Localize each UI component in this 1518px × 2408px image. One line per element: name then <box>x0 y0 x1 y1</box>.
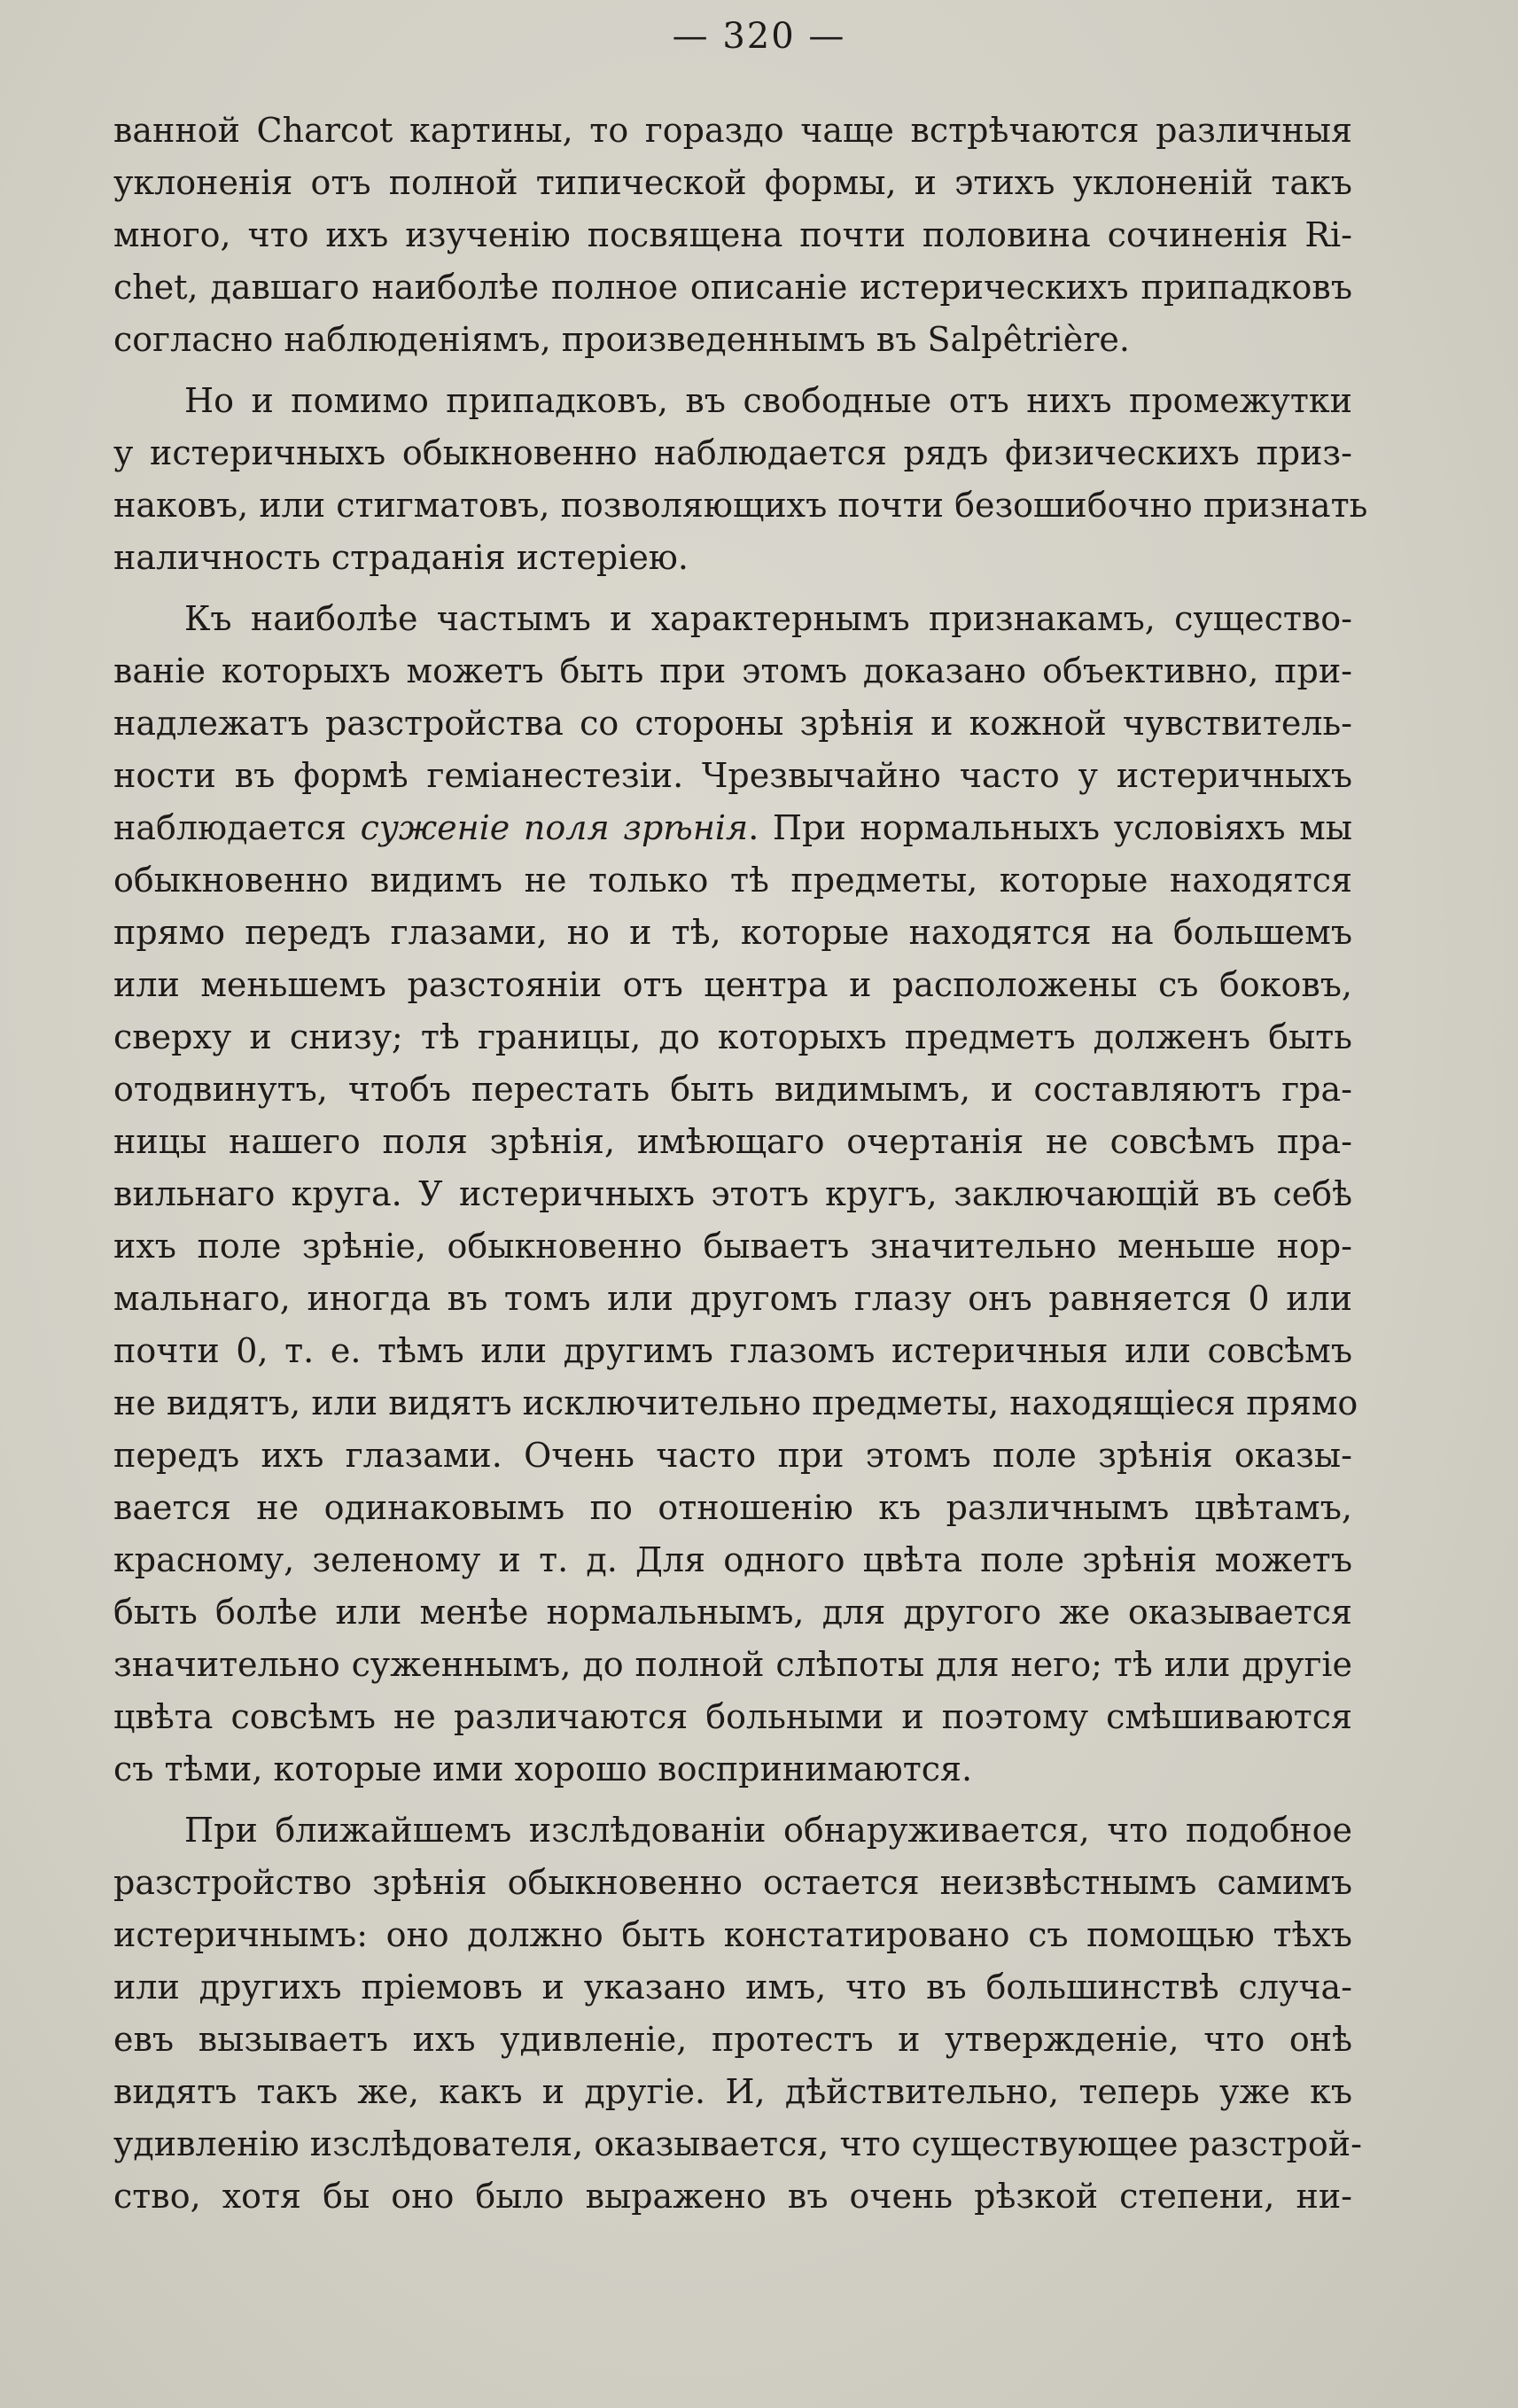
text-line: уклоненія отъ полной типической формы, и этихъ уклоненій такъ <box>113 163 1352 202</box>
text-line: значительно суженнымъ, до полной слѣпоты для него; тѣ или другіе <box>113 1645 1352 1684</box>
text-line: разстройство зрѣнія обыкновенно остается неизвѣстнымъ самимъ <box>113 1863 1352 1902</box>
text-line: цвѣта совсѣмъ не различаются больными и поэтому смѣшиваются <box>113 1697 1352 1736</box>
text-line: съ тѣми, которые ими хорошо воспринимаются. <box>113 1750 973 1788</box>
text-line: ихъ поле зрѣніе, обыкновенно бываетъ значительно меньше нор- <box>113 1227 1352 1266</box>
text-line: передъ ихъ глазами. Очень часто при этомъ поле зрѣнія оказы- <box>113 1436 1352 1475</box>
text-line: не видятъ, или видятъ исключительно предметы, находящіеся прямо <box>113 1383 1358 1422</box>
paragraph-3 <box>113 593 1358 1796</box>
text-line: ство, хотя бы оно было выражено въ очень рѣзкой степени, ни- <box>113 2177 1352 2216</box>
text-line: много, что ихъ изученію посвящена почти половина сочиненія Ri- <box>113 215 1352 254</box>
text-line: сверху и снизу; тѣ границы, до которыхъ предметъ долженъ быть <box>113 1017 1352 1056</box>
text-line: Къ наиболѣе частымъ и характернымъ признакамъ, существо- <box>184 599 1352 638</box>
text-line: согласно наблюденіямъ, произведеннымъ въ Salpêtrière. <box>113 320 1130 359</box>
text-line: При ближайшемъ изслѣдованіи обнаруживается, что подобное <box>184 1811 1352 1850</box>
paragraph-1 <box>113 105 1352 366</box>
text-segment: . При нормальныхъ условіяхъ мы <box>748 808 1353 847</box>
text-line: или меньшемъ разстояніи отъ центра и расположены съ боковъ, <box>113 965 1352 1004</box>
text-line: вается не одинаковымъ по отношенію къ различнымъ цвѣтамъ, <box>113 1488 1352 1527</box>
text-line: удивленію изслѣдователя, оказывается, что существующее разстрой- <box>113 2124 1362 2163</box>
text-line: наковъ, или стигматовъ, позволяющихъ почти безошибочно признать <box>113 486 1368 525</box>
body-text <box>113 105 1368 2223</box>
page-number: — 320 — <box>672 16 846 57</box>
text-line: ванной Charcot картины, то гораздо чаще встрѣчаются различныя <box>113 111 1352 150</box>
text-line: быть болѣе или менѣе нормальнымъ, для другого же оказывается <box>113 1593 1352 1632</box>
italic-phrase: суженіе поля зрѣнія <box>360 808 749 847</box>
text-line: chet, давшаго наиболѣе полное описаніе истерическихъ припадковъ <box>113 268 1352 307</box>
text-line: евъ вызываетъ ихъ удивленіе, протестъ и утвержденіе, что онѣ <box>113 2020 1352 2059</box>
text-line: ности въ формѣ геміанестезіи. Чрезвычайно часто у истеричныхъ <box>113 756 1352 795</box>
text-segment: наблюдается <box>113 808 361 847</box>
text-line: ницы нашего поля зрѣнія, имѣющаго очертанія не совсѣмъ пра- <box>113 1122 1352 1161</box>
text-line: обыкновенно видимъ не только тѣ предметы, которые находятся <box>113 861 1352 900</box>
paragraph-4 <box>113 1804 1362 2223</box>
text-line-with-italic <box>113 802 1352 854</box>
text-line: отодвинутъ, чтобъ перестать быть видимымъ, и составляютъ гра- <box>113 1070 1352 1109</box>
text-line: наличность страданія истеріею. <box>113 538 689 577</box>
text-line: почти 0, т. е. тѣмъ или другимъ глазомъ истеричныя или совсѣмъ <box>113 1331 1352 1370</box>
text-line: прямо передъ глазами, но и тѣ, которые находятся на большемъ <box>113 913 1352 952</box>
text-line: видятъ такъ же, какъ и другіе. И, дѣйствительно, теперь уже къ <box>113 2072 1352 2111</box>
text-line: ваніе которыхъ можетъ быть при этомъ доказано объективно, при- <box>113 651 1352 690</box>
paragraph-2 <box>113 375 1368 584</box>
text-line: Но и помимо припадковъ, въ свободные отъ нихъ промежутки <box>184 381 1352 420</box>
text-line: или другихъ пріемовъ и указано имъ, что въ большинствѣ случа- <box>113 1968 1352 2007</box>
text-line: вильнаго круга. У истеричныхъ этотъ кругъ, заключающій въ себѣ <box>113 1174 1352 1213</box>
text-line: истеричнымъ: оно должно быть констатировано съ помощью тѣхъ <box>113 1915 1352 1954</box>
text-line: у истеричныхъ обыкновенно наблюдается рядъ физическихъ приз- <box>113 433 1352 472</box>
text-line: мальнаго, иногда въ томъ или другомъ глазу онъ равняется 0 или <box>113 1279 1352 1318</box>
text-line: надлежатъ разстройства со стороны зрѣнія и кожной чувствитель- <box>113 704 1352 743</box>
text-line: красному, зеленому и т. д. Для одного цвѣта поле зрѣнія можетъ <box>113 1540 1352 1579</box>
